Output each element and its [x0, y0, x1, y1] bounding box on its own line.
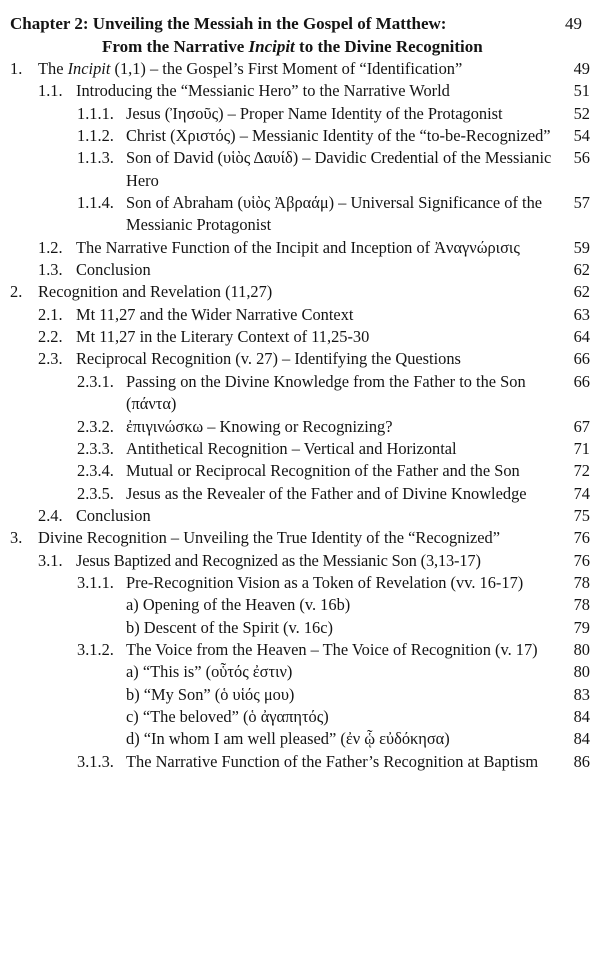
toc-entry	[0, 80, 600, 102]
toc-entry	[0, 550, 600, 572]
toc-entry-number: 2.3.4.	[77, 461, 114, 481]
toc-entry-number: 3.1.2.	[77, 639, 114, 659]
toc-entry-number: 1.	[10, 59, 23, 78]
toc-entry	[0, 617, 600, 639]
toc-entry-title: Conclusion	[76, 505, 151, 525]
toc-entry-page: 57	[573, 193, 590, 213]
toc-entry-title: a) “This is” (οὗτός ἐστιν)	[126, 662, 293, 682]
toc-entry-title: The Incipit (1,1) – the Gospel’s First Moment of “Identification”	[38, 59, 463, 78]
toc-entry-title: d) “In whom I am well pleased” (ἐν ᾧ εὐδόκησα)	[126, 729, 450, 749]
toc-entry	[0, 572, 600, 594]
toc-entry-number: 2.3.5.	[77, 483, 114, 503]
toc-entry-number: 2.3.1.	[77, 371, 114, 391]
toc-entry	[0, 416, 600, 438]
toc-entry	[0, 438, 600, 460]
toc-entry-title: Passing on the Divine Knowledge from the Father to the Son (πάντα)	[126, 371, 526, 414]
toc-entry	[0, 639, 600, 661]
toc-entry-title: Jesus (Ἰησοῦς) – Proper Name Identity of the Protagonist	[126, 103, 503, 123]
toc-entry-number: 3.1.	[38, 550, 63, 570]
toc-entry-page: 84	[573, 729, 590, 749]
toc-entry-number: 1.1.4.	[77, 193, 114, 213]
toc-entry-number: 2.2.	[38, 327, 63, 347]
toc-entry-page: 63	[573, 304, 590, 324]
toc-entry-page: 54	[573, 126, 590, 146]
toc-entry-number: 2.3.3.	[77, 438, 114, 458]
toc-entry-page: 78	[573, 595, 590, 615]
toc-entry-page: 84	[573, 706, 590, 726]
toc-entry	[0, 237, 600, 259]
toc-entry-title: Mt 11,27 in the Literary Context of 11,25-30	[76, 327, 370, 347]
toc-entry-page: 72	[573, 461, 590, 481]
toc-entry-number: 1.1.1.	[77, 103, 114, 123]
toc-entry	[0, 751, 600, 773]
toc-entry	[0, 460, 600, 482]
toc-entry-title: ἐπιγινώσκω – Knowing or Recognizing?	[126, 416, 393, 436]
toc-entry-title: Son of David (υἱὸς Δαυίδ) – Davidic Credential of the Messianic Hero	[126, 148, 552, 190]
chapter-title-line-2	[10, 35, 590, 58]
toc-entry-page: 78	[573, 572, 590, 592]
toc-entry-title: Reciprocal Recognition (v. 27) – Identifying the Questions	[76, 349, 461, 369]
toc-entry	[0, 326, 600, 348]
chapter-heading	[10, 12, 590, 58]
toc-entry-number: 3.1.3.	[77, 751, 114, 771]
toc-entry	[0, 125, 600, 147]
toc-entry-title: The Narrative Function of the Incipit and Inception of Ἀναγνώρισις	[76, 237, 520, 257]
toc-entry-page: 75	[573, 505, 590, 525]
toc-entry-page: 56	[573, 148, 590, 168]
toc-entry-number: 2.3.	[38, 349, 63, 369]
toc-entry-number: 1.1.3.	[77, 148, 114, 168]
toc-entry-title: Conclusion	[76, 260, 151, 280]
toc-entry	[0, 483, 600, 505]
toc-entry	[0, 728, 600, 750]
toc-entry	[0, 192, 600, 237]
toc-entry	[0, 259, 600, 281]
toc-entry-number: 2.	[10, 282, 23, 302]
toc-entry-number: 1.1.2.	[77, 126, 114, 146]
toc-entry-page: 86	[573, 751, 590, 771]
toc-entry-page: 66	[573, 349, 590, 369]
toc-entry-title: Jesus as the Revealer of the Father and of Divine Knowledge	[126, 483, 527, 503]
toc-entry-page: 76	[573, 528, 590, 548]
toc-entry-title: b) Descent of the Spirit (v. 16c)	[126, 617, 333, 637]
toc-entry-title: c) “The beloved” (ὁ ἀγαπητός)	[126, 706, 329, 726]
toc-entry-number: 2.1.	[38, 304, 63, 324]
toc-entry-page: 52	[573, 103, 590, 123]
toc-entry-page: 66	[573, 371, 590, 391]
toc-entry-title: Divine Recognition – Unveiling the True Identity of the “Recognized”	[38, 528, 501, 548]
toc-entry	[0, 281, 600, 303]
toc-entry	[0, 661, 600, 683]
toc-entry-number: 1.2.	[38, 237, 63, 257]
toc-entry-title: Mt 11,27 and the Wider Narrative Context	[76, 304, 354, 324]
toc-entry	[0, 684, 600, 706]
toc-entry-page: 67	[573, 416, 590, 436]
toc-entry-title: Mutual or Reciprocal Recognition of the Father and the Son	[126, 461, 520, 481]
toc-entry-title: The Voice from the Heaven – The Voice of Recognition (v. 17)	[126, 639, 538, 659]
toc-entry-page: 51	[573, 81, 590, 101]
chapter-page-number: 49	[565, 14, 582, 33]
toc-entry-page: 59	[573, 237, 590, 257]
toc-entry	[0, 147, 600, 192]
toc-entry-page: 80	[573, 639, 590, 659]
toc-entry-title: Recognition and Revelation (11,27)	[38, 282, 273, 302]
toc-entry	[0, 706, 600, 728]
toc-entry-title: b) “My Son” (ὁ υἱός μου)	[126, 684, 295, 704]
chapter-title-line-1: Chapter 2: Unveiling the Messiah in the Gospel of Matthew:	[10, 14, 447, 33]
chapter-subtitle: From the Narrative Incipit to the Divine Recognition	[102, 37, 483, 56]
toc-entry-page: 64	[573, 327, 590, 347]
toc-entry-title: Jesus Baptized and Recognized as the Messianic Son (3,13-17)	[76, 550, 481, 570]
toc-entry-page: 80	[573, 662, 590, 682]
toc-entry-page: 74	[573, 483, 590, 503]
toc-entry	[0, 304, 600, 326]
toc-entry-page: 62	[573, 260, 590, 280]
toc-entry	[0, 371, 600, 416]
toc-entry-title: Pre-Recognition Vision as a Token of Revelation (vv. 16-17)	[126, 572, 524, 592]
toc-entry-number: 2.3.2.	[77, 416, 114, 436]
toc-entry	[0, 103, 600, 125]
toc-entry	[0, 505, 600, 527]
toc-entry	[0, 348, 600, 370]
toc-entry	[0, 594, 600, 616]
toc-entry-page: 79	[573, 617, 590, 637]
toc-entry-page: 62	[573, 282, 590, 302]
toc-entry-number: 1.3.	[38, 260, 63, 280]
toc-entry-title: The Narrative Function of the Father’s Recognition at Baptism	[126, 751, 539, 771]
toc-entry-number: 1.1.	[38, 81, 63, 101]
toc-entry-page: 71	[573, 438, 590, 458]
toc-entry-title: Son of Abraham (υἱὸς Ἀβραάμ) – Universal Significance of the Messianic Protagonist	[126, 193, 543, 235]
toc-entry	[0, 527, 600, 549]
toc-entry-number: 3.	[10, 528, 23, 548]
toc-entry-title: Introducing the “Messianic Hero” to the Narrative World	[76, 81, 450, 101]
toc-list	[0, 58, 600, 773]
toc-entry-page: 76	[573, 550, 590, 570]
toc-entry-number: 2.4.	[38, 505, 63, 525]
toc-entry-number: 3.1.1.	[77, 572, 114, 592]
toc-entry-title: Christ (Χριστός) – Messianic Identity of the “to-be-Recognized”	[126, 126, 551, 146]
toc-entry-title: a) Opening of the Heaven (v. 16b)	[126, 595, 351, 615]
toc-entry-page: 83	[573, 684, 590, 704]
toc-entry	[0, 58, 600, 80]
toc-entry-page: 49	[573, 59, 590, 78]
toc-entry-title: Antithetical Recognition – Vertical and Horizontal	[126, 438, 457, 458]
